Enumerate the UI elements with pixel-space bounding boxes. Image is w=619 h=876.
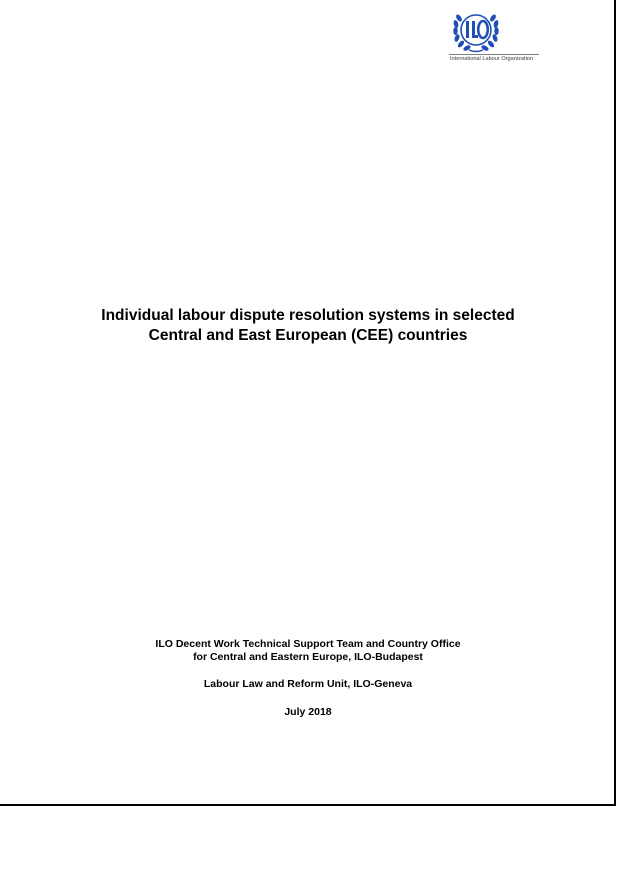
- ilo-emblem-icon: [449, 6, 503, 54]
- author-team: [0, 638, 616, 664]
- date-line: July 2018: [284, 706, 332, 718]
- team-line-2: for Central and Eastern Europe, ILO-Budapest: [193, 651, 423, 663]
- title-line-2: Central and East European (CEE) countries: [148, 327, 468, 344]
- team-line-1: ILO Decent Work Technical Support Team and Country Office: [155, 638, 461, 650]
- title-line-1: Individual labour dispute resolution systems in selected: [101, 307, 515, 324]
- document-title: [0, 306, 616, 346]
- unit-line: Labour Law and Reform Unit, ILO-Geneva: [203, 678, 413, 690]
- ilo-logo: [448, 6, 542, 66]
- publication-date: [0, 706, 616, 719]
- logo-caption: International Labour Organization: [450, 56, 534, 62]
- author-unit: [0, 678, 616, 691]
